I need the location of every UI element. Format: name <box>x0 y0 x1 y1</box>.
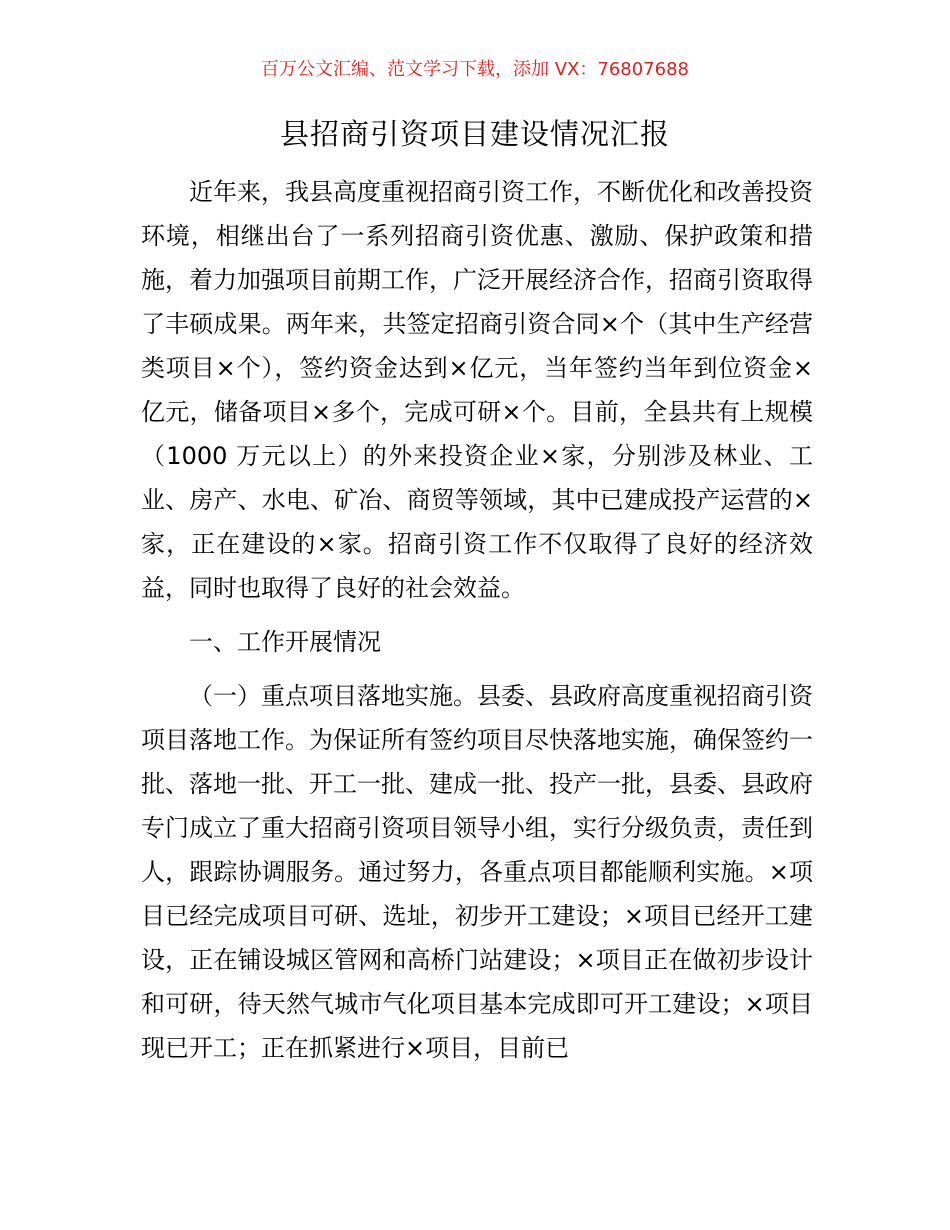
document-body <box>141 170 813 1070</box>
paragraph-key-projects: （一）重点项目落地实施。县委、县政府高度重视招商引资项目落地工作。为保证所有签约项目尽快落地实施，确保签约一批、落地一批、开工一批、建成一批、投产一批，县委、县政府专门成立了重大招商引资项目领导小组，实行分级负责，责任到人，跟踪协调服务。通过努力，各重点项目都能顺利实施。×项目已经完成项目可研、选址，初步开工建设；×项目已经开工建设，正在铺设城区管网和高桥门站建设；×项目正在做初步设计和可研，待天然气城市气化项目基本完成即可开工建设；×项目现已开工；正在抓紧进行×项目，目前已 <box>141 682 813 1062</box>
paragraph-intro: 近年来，我县高度重视招商引资工作，不断优化和改善投资环境，相继出台了一系列招商引资优惠、激励、保护政策和措施，着力加强项目前期工作，广泛开展经济合作，招商引资取得了丰硕成果。两年来，共签定招商引资合同×个（其中生产经营类项目×个），签约资金达到×亿元，当年签约当年到位资金×亿元，储备项目×多个，完成可研×个。目前，全县共有上规模（1000 万元以上）的外来投资企业×家，分别涉及林业、工业、房产、水电、矿冶、商贸等领域，其中已建成投产运营的×家，正在建设的×家。招商引资工作不仅取得了良好的经济效益，同时也取得了良好的社会效益。 <box>141 178 813 602</box>
document-title: 县招商引资项目建设情况汇报 <box>279 117 670 151</box>
section-heading-work-status: 一、工作开展情况 <box>189 628 381 656</box>
header-banner: 百万公文汇编、范文学习下载，添加 VX：76807688 <box>261 59 689 80</box>
